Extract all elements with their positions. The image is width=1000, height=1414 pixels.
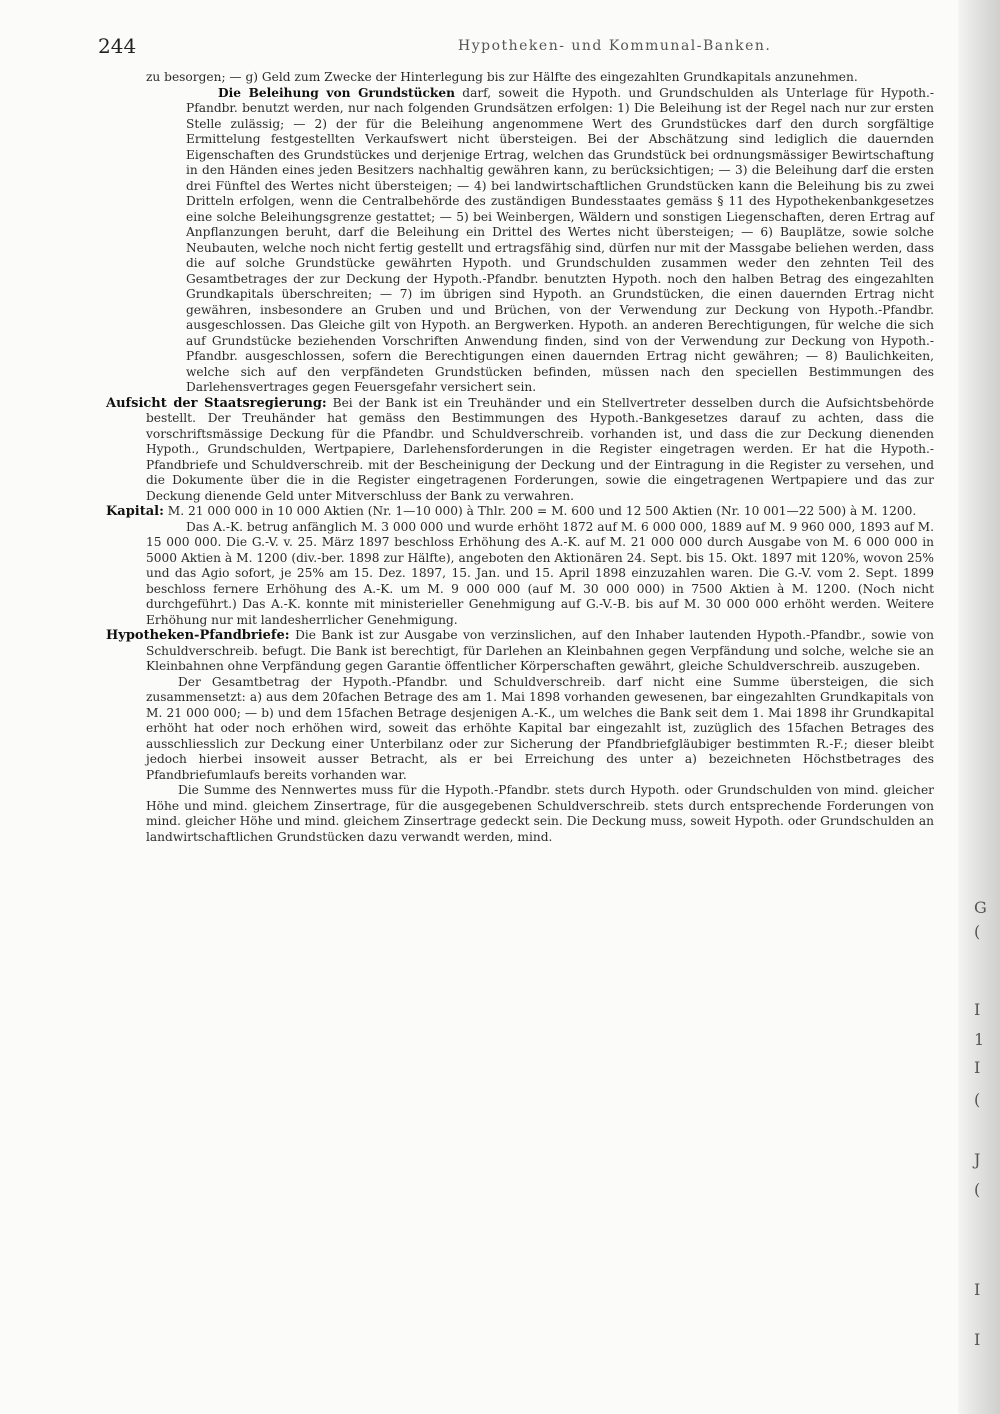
margin-mark: I: [974, 1058, 981, 1077]
section-pfandbriefe: [106, 628, 934, 845]
neighbor-page-edge: [958, 0, 1000, 1414]
margin-mark: I: [974, 1330, 981, 1349]
section-kapital: [106, 504, 934, 628]
margin-mark: (: [974, 1180, 981, 1199]
margin-mark: 1: [974, 1030, 985, 1049]
aufsicht-paragraph: [106, 395, 935, 505]
pfandbriefe-paragraph: [106, 628, 934, 675]
margin-mark: (: [974, 922, 981, 941]
section-text: darf, soweit die Hypoth. und Grundschulden als Unterlage für Hypoth.-Pfandbr. benutzt werden, nur nach folgenden Grundsätzen erfolgen: 1) Die Beleihung ist der Regel nach nur zur ersten Stelle zulässig; — 2) der für die Beleihung angenommene Wert des Grundstückes darf den durch sorgfältige Ermittelung festgestellten Verkaufswert nicht übersteigen. Bei der Abschätzung sind lediglich die dauernden Eigenschaften des Grundstückes und derjenige Ertrag, welchen das Grundstück bei ordnungsmässiger Bewirtschaftung in den Händen eines jeden Besitzers nachhaltig gewähren kann, zu berücksichtigen; — 3) die Beleihung darf die ersten drei Fünftel des Wertes nicht übersteigen; — 4) bei landwirtschaftlichen Grundstücken kann die Beleihung bis zu zwei Dritteln erfolgen, wenn die Centralbehörde des zuständigen Bundesstaates gemäss § 11 des Hypothekenbankgesetzes eine solche Beleihungsgrenze gestattet; — 5) bei Weinbergen, Wäldern und sonstigen Liegenschaften, deren Ertrag auf Anpflanzungen beruht, darf die Beleihung ein Drittel des Wertes nicht übersteigen; — 6) Bauplätze, sowie solche Neubauten, welche noch nicht fertig gestellt und ertragsfähig sind, dürfen nur mit der Massgabe beliehen werden, dass die auf solche Grundstücke gewährten Hypoth. und Grundschulden zusammen weder den zehnten Teil des Gesamtbetrages der zur Deckung der Hypoth.-Pfandbr. benutzten Hypoth. noch den halben Betrag des eingezahlten Grundkapitals überschreiten; — 7) im übrigen sind Hypoth. an Grundstücken, die einen dauernden Ertrag nicht gewähren, insbesondere an Gruben und und Brüchen, von der Verwendung zur Deckung von Hypoth.-Pfandbr. ausgeschlossen. Das Gleiche gilt von Hypoth. an Bergwerken. Hypoth. an anderen Berechtigungen, für welche die sich auf Grundstücke beziehenden Vorschriften Anwendung finden, sind von der Verwendung zur Deckung von Hypoth.-Pfandbr. ausgeschlossen, sofern die Berechtigungen einen dauernden Ertrag nicht gewähren; — 8) Baulichkeiten, welche sich auf den verpfändeten Grundstücken befinden, müssen nach den speciellen Bestimmungen des Darlehensvertrages gegen Feuersgefahr versichert sein.: [186, 85, 934, 394]
section-text: Die Bank ist zur Ausgabe von verzinslichen, auf den Inhaber lautenden Hypoth.-Pfandbr., sowie von Schuldverschreib. befugt. Die Bank ist berechtigt, für Darlehen an Kleinbahnen gegen Verpfändung und solche, welche sie an Kleinbahnen ohne Verpfändung gegen Garantie öffentlicher Körperschaften gewährt, gleiche Schuldverschreib. auszugeben.: [146, 628, 934, 673]
section-aufsicht: [106, 396, 934, 505]
margin-mark: J: [974, 1150, 981, 1169]
pfandbriefe-paragraph-2: Der Gesamtbetrag der Hypoth.-Pfandbr. und Schuldverschreib. darf nicht eine Summe übersteigen, die sich zusammensetzt: a) aus dem 20fachen Betrage des am 1. Mai 1898 vorhanden gewesenen, bar eingezahlten Grundkapitals von M. 21 000 000; — b) und dem 15fachen Betrage desjenigen A.-K., um welches die Bank seit dem 1. Mai 1898 ihr Grundkapital erhöht hat oder noch erhöhen wird, soweit das erhöhte Kapital bar eingezahlt ist, zuzüglich des 15fachen Betrages des ausschliesslich zur Deckung einer Unterbilanz oder zur Sicherung der Pfandbriefgläubiger bestimmten R.-F.; dieser bleibt jedoch hierbei insoweit ausser Betracht, als er bei Erreichung des unter a) bezeichneten Höchstbetrages des Pfandbriefumlaufs bereits vorhanden war.: [146, 674, 934, 782]
section-heading: Aufsicht der Staatsregierung:: [106, 395, 327, 411]
section-heading: Hypotheken-Pfandbriefe:: [106, 628, 290, 643]
section-beleihung: [106, 86, 934, 396]
intro-paragraph: zu besorgen; — g) Geld zum Zwecke der Hinterlegung bis zur Hälfte des eingezahlten Grundkapitals anzunehmen.: [146, 70, 858, 84]
margin-mark: I: [974, 1000, 981, 1019]
running-title: Hypotheken- und Kommunal-Banken.: [458, 38, 772, 54]
margin-mark: G: [974, 898, 987, 917]
section-text: Bei der Bank ist ein Treuhänder und ein Stellvertreter desselben durch die Aufsichtsbehörde bestellt. Der Treuhänder hat gemäss den Bestimmungen des Hypoth.-Bankgesetzes darauf zu achten, dass die vorschriftsmässige Deckung für die Pfandbr. und Schuldverschreib. vorhanden ist, und dass die zur Deckung dienenden Hypoth., Grundschulden, Wertpapiere, Darlehensforderungen in die Register eingetragen werden. Er hat die Hypoth.-Pfandbriefe und Schuldverschreib. mit der Bescheinigung der Deckung und der Eintragung in die Register zu versehen, und die Dokumente über die in die Register eingetragenen Forderungen, sowie die eingetragenen Wertpapiere und das zur Deckung dienende Geld unter Mitverschluss der Bank zu verwahren.: [146, 395, 935, 503]
page-number: 244: [98, 34, 137, 58]
page-header: [98, 34, 938, 58]
margin-mark: (: [974, 1090, 981, 1109]
page-body: [106, 70, 934, 845]
kapital-paragraph: [106, 504, 934, 520]
beleihung-paragraph: [146, 86, 934, 396]
section-heading: Die Beleihung von Grundstücken: [218, 85, 455, 100]
margin-mark: I: [974, 1280, 981, 1299]
pfandbriefe-paragraph-3: Die Summe des Nennwertes muss für die Hypoth.-Pfandbr. stets durch Hypoth. oder Grundschulden von mind. gleicher Höhe und mind. gleichem Zinsertrage, für die ausgegebenen Schuldverschreib. stets durch entsprechende Forderungen von mind. gleicher Höhe und mind. gleichem Zinsertrage gedeckt sein. Die Deckung muss, soweit Hypoth. oder Grundschulden an landwirtschaftlichen Grundstücken dazu verwandt werden, mind.: [146, 783, 934, 844]
section-text: M. 21 000 000 in 10 000 Aktien (Nr. 1—10 000) à Thlr. 200 = M. 600 und 12 500 Aktien (Nr. 10 001—22 500) à M. 1200.: [167, 504, 917, 518]
kapital-paragraph-2: Das A.-K. betrug anfänglich M. 3 000 000 und wurde erhöht 1872 auf M. 6 000 000, 1889 auf M. 9 960 000, 1893 auf M. 15 000 000. Die G.-V. v. 25. März 1897 beschloss Erhöhung des A.-K. auf M. 21 000 000 durch Ausgabe von M. 6 000 000 in 5000 Aktien à M. 1200 (div.-ber. 1898 zur Hälfte), angeboten den Aktionären 24. Sept. bis 15. Okt. 1897 mit 120%, wovon 25% und das Agio sofort, je 25% am 15. Dez. 1897, 15. Jan. und 15. April 1898 einzuzahlen waren. Die G.-V. vom 2. Sept. 1899 beschloss fernere Erhöhung des A.-K. um M. 9 000 000 (auf M. 30 000 000) in 7500 Aktien à M. 1200. (Noch nicht durchgeführt.) Das A.-K. konnte mit ministerieller Genehmigung auf G.-V.-B. bis auf M. 30 000 000 erhöht werden. Weitere Erhöhung nur mit landesherrlicher Genehmigung.: [146, 519, 934, 627]
section-heading: Kapital:: [106, 504, 164, 519]
